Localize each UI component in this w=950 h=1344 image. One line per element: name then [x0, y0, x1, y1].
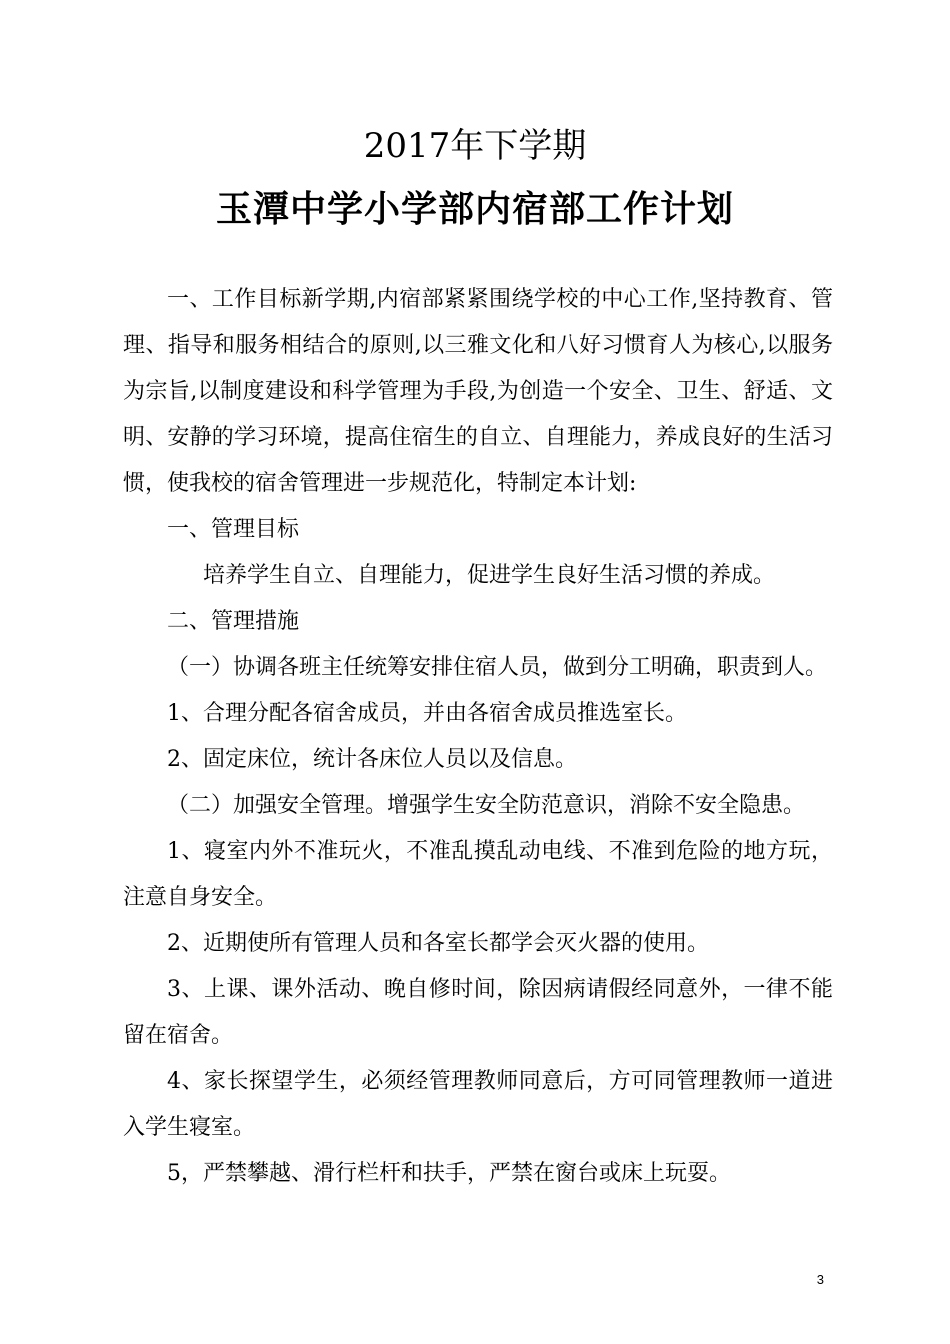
document-title-year: 2017年下学期: [363, 126, 587, 166]
item-no-stay-in-dorm: 3、上课、课外活动、晚自修时间，除因病请假经同意外，一律不能留在宿舍。: [123, 977, 833, 1048]
item-assign-members: 1、合理分配各宿舍成员，并由各宿舍成员推选室长。: [167, 701, 687, 726]
document-body: [123, 277, 833, 1197]
subheading-coordinate-staff: （一）协调各班主任统筹安排住宿人员，做到分工明确，职责到人。: [167, 655, 828, 680]
item-no-fire: 1、寝室内外不准玩火，不准乱摸乱动电线、不准到危险的地方玩，注意自身安全。: [123, 839, 833, 910]
document-title-main: 玉潭中学小学部内宿部工作计划: [215, 189, 734, 230]
heading-management-measures: 二、管理措施: [167, 609, 300, 634]
subheading-safety-management: （二）加强安全管理。增强学生安全防范意识，消除不安全隐患。: [167, 793, 806, 818]
item-no-climbing: 5，严禁攀越、滑行栏杆和扶手，严禁在窗台或床上玩耍。: [167, 1161, 731, 1186]
paragraph-management-goal: 培养学生自立、自理能力，促进学生良好生活习惯的养成。: [203, 563, 776, 588]
heading-management-goal: 一、管理目标: [167, 517, 300, 542]
item-fixed-beds: 2、固定床位，统计各床位人员以及信息。: [167, 747, 577, 772]
item-parent-visit: 4、家长探望学生，必须经管理教师同意后，方可同管理教师一道进入学生寝室。: [123, 1069, 833, 1140]
paragraph-work-goal: 一、工作目标新学期,内宿部紧紧围绕学校的中心工作,坚持教育、管理、指导和服务相结合的原则,以三雅文化和八好习惯育人为核心,以服务为宗旨,以制度建设和科学管理为手段,为创造一个安全、卫生、舒适、文明、安静的学习环境，提高住宿生的自立、自理能力，养成良好的生活习惯，使我校的宿舍管理进一步规范化，特制定本计划:: [123, 287, 833, 496]
page-number: 3: [816, 1272, 824, 1287]
item-fire-extinguisher: 2、近期使所有管理人员和各室长都学会灭火器的使用。: [167, 931, 709, 956]
